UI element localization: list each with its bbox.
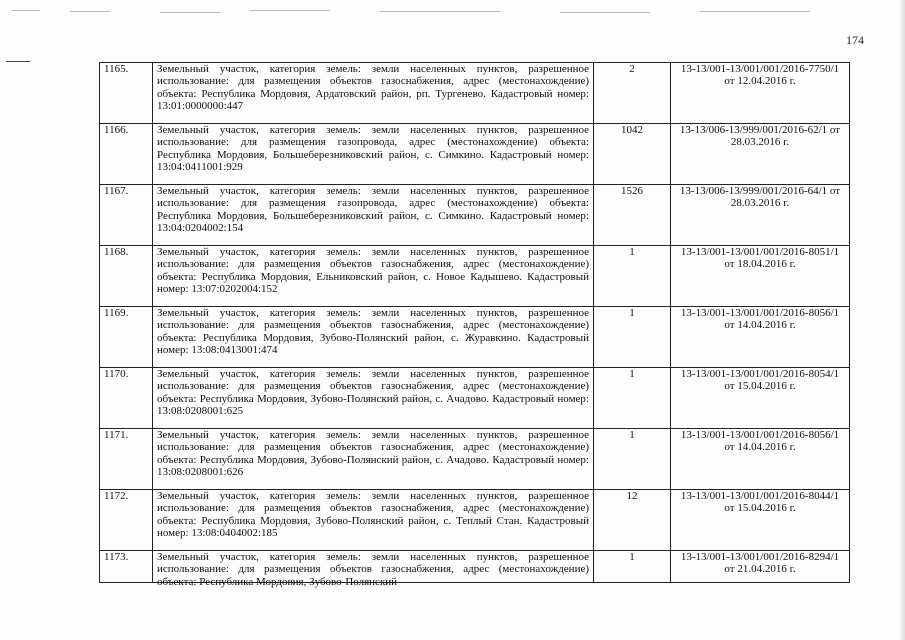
row-number: 1170.: [100, 368, 153, 429]
row-area: 2: [594, 63, 671, 124]
row-registration: 13-13/001-13/001/001/2016-8051/1 от 18.04.2016 г.: [671, 246, 850, 307]
row-description: [153, 490, 594, 551]
table-row: [100, 185, 850, 246]
row-description: [153, 63, 594, 124]
row-registration: 13-13/006-13/999/001/2016-62/1 от 28.03.2016 г.: [671, 124, 850, 185]
page-number: 174: [846, 33, 864, 47]
row-registration: 13-13/001-13/001/001/2016-8054/1 от 15.04.2016 г.: [671, 368, 850, 429]
row-area: 1: [594, 551, 671, 583]
row-area: 12: [594, 490, 671, 551]
property-registry-table: [99, 62, 850, 588]
row-description: [153, 185, 594, 246]
row-number: 1165.: [100, 63, 153, 124]
row-number: 1172.: [100, 490, 153, 551]
row-registration: 13-13/001-13/001/001/2016-7750/1 от 12.04.2016 г.: [671, 63, 850, 124]
row-registration: 13-13/001-13/001/001/2016-8056/1 от 14.04.2016 г.: [671, 307, 850, 368]
table-row: [100, 429, 850, 490]
table-row: [100, 368, 850, 429]
description-text: Земельный участок, категория земель: земли населенных пунктов, разрешенное использование: для размещения газопровода, адрес (местонахождение) объекта: Республика Мордовия, Большеберезниковский район, с. Симкино. Кадастровый номер: 13:04:0411001:929: [157, 124, 589, 173]
row-description: [153, 246, 594, 307]
row-description: [153, 551, 594, 588]
row-number: 1166.: [100, 124, 153, 185]
scan-margin-mark: [6, 61, 30, 62]
description-text: Земельный участок, категория земель: земли населенных пунктов, разрешенное использование: для размещения объектов газоснабжения, адрес (местонахождение) объекта: Республика Мордовия, Зубово-Полянский район, с. Ачадово. Кадастровый номер: 13:08:0208001:625: [157, 368, 589, 417]
row-description: [153, 429, 594, 490]
row-area: 1042: [594, 124, 671, 185]
table-row: [100, 551, 850, 583]
table-row: [100, 490, 850, 551]
description-text: Земельный участок, категория земель: земли населенных пунктов, разрешенное использование: для размещения объектов газоснабжения, адрес (местонахождение) объекта: Республика Мордовия, Ельниковский район, с. Новое Кадышево. Кадастровый номер: 13:07:0202004:152: [157, 246, 589, 295]
scan-edge-shadow: [899, 0, 905, 640]
row-registration: 13-13/001-13/001/001/2016-8044/1 от 15.04.2016 г.: [671, 490, 850, 551]
description-text: Земельный участок, категория земель: земли населенных пунктов, разрешенное использование: для размещения объектов газоснабжения, адрес (местонахождение) объекта: Республика Мордовия, Ардатовский район, рп. Тургенево. Кадастровый номер: 13:01:0000000:447: [157, 63, 589, 112]
row-area: 1: [594, 429, 671, 490]
description-text: Земельный участок, категория земель: земли населенных пунктов, разрешенное использование: для размещения объектов газоснабжения, адрес (местонахождение) объекта: Республика Мордовия, Зубово-Полянский район, с. Журавкино. Кадастровый номер: 13:08:0413001:474: [157, 307, 589, 356]
row-number: 1167.: [100, 185, 153, 246]
table-row: [100, 124, 850, 185]
row-description: [153, 368, 594, 429]
row-registration: 13-13/001-13/001/001/2016-8294/1 от 21.04.2016 г.: [671, 551, 850, 583]
row-area: 1: [594, 307, 671, 368]
table-row: [100, 63, 850, 124]
row-registration: 13-13/001-13/001/001/2016-8056/1 от 14.04.2016 г.: [671, 429, 850, 490]
description-text: Земельный участок, категория земель: земли населенных пунктов, разрешенное использование: для размещения объектов газоснабжения, адрес (местонахождение) объекта: Республика Мордовия, Зубово-Полянский район, с. Ачадово. Кадастровый номер: 13:08:0208001:626: [157, 429, 589, 478]
row-number: 1171.: [100, 429, 153, 490]
description-text: Земельный участок, категория земель: земли населенных пунктов, разрешенное использование: для размещения объектов газоснабжения, адрес (местонахождение) объекта: Республика Мордовия, Зубово-Полянский: [157, 551, 589, 588]
row-number: 1168.: [100, 246, 153, 307]
table-row: [100, 246, 850, 307]
table-row: [100, 307, 850, 368]
row-description: [153, 124, 594, 185]
row-number: 1173.: [100, 551, 153, 583]
row-area: 1: [594, 246, 671, 307]
row-number: 1169.: [100, 307, 153, 368]
row-description: [153, 307, 594, 368]
description-text: Земельный участок, категория земель: земли населенных пунктов, разрешенное использование: для размещения объектов газоснабжения, адрес (местонахождение) объекта: Республика Мордовия, Зубово-Полянский район, с. Теплый Стан. Кадастровый номер: 13:08:0404002:185: [157, 490, 589, 539]
row-area: 1: [594, 368, 671, 429]
row-area: 1526: [594, 185, 671, 246]
description-text: Земельный участок, категория земель: земли населенных пунктов, разрешенное использование: для размещения газопровода, адрес (местонахождение) объекта: Республика Мордовия, Большеберезниковский район, с. Симкино. Кадастровый номер: 13:04:0204002:154: [157, 185, 589, 234]
row-registration: 13-13/006-13/999/001/2016-64/1 от 28.03.2016 г.: [671, 185, 850, 246]
scan-noise: [0, 8, 905, 20]
